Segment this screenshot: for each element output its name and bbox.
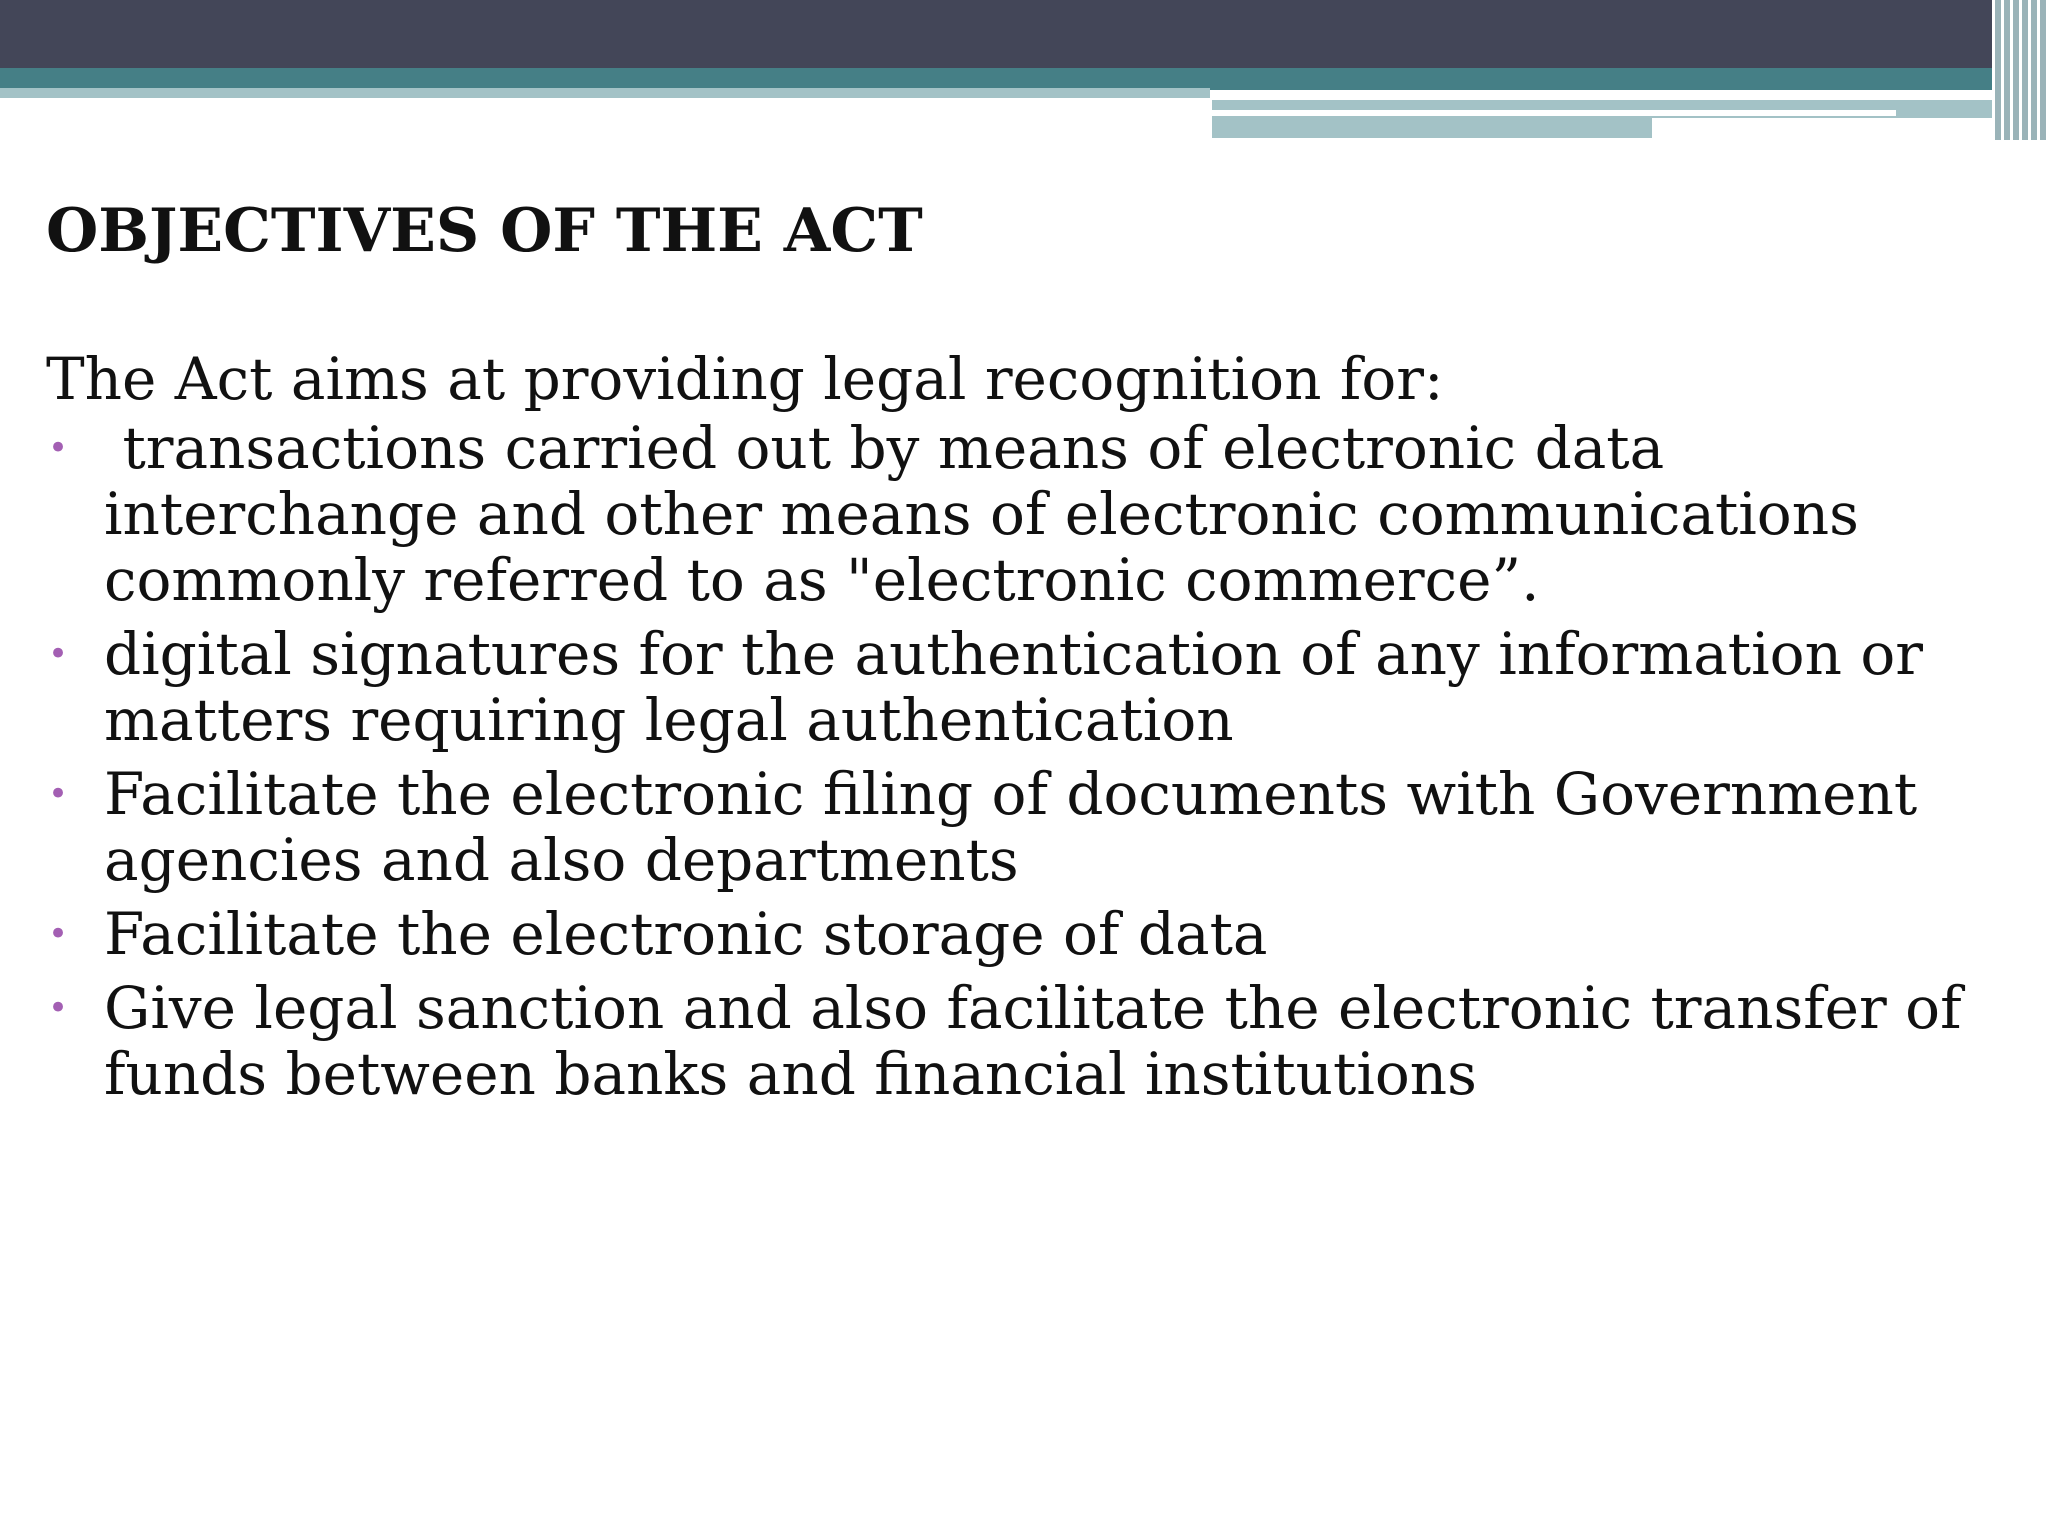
bullet-text: transactions carried out by means of electronic data interchange and other means of electronic communications commonly referred to as "electronic commerce”.: [104, 414, 1878, 614]
header-band-dark: [0, 0, 2048, 68]
bullet-item: [46, 761, 2006, 893]
bullet-item: [46, 415, 2006, 613]
bullet-text: Facilitate the electronic filing of documents with Government agencies and also departments: [104, 760, 1918, 894]
bullet-text: Give legal sanction and also facilitate the electronic transfer of funds between banks and financial institutions: [104, 974, 1962, 1108]
header-stripes: [1992, 0, 2048, 140]
header-band-white-line: [1212, 110, 1896, 116]
header-band-light-left: [0, 88, 1210, 98]
bullet-list: [46, 415, 2006, 1107]
bullet-icon: •: [48, 428, 69, 468]
slide-title: OBJECTIVES OF THE ACT: [46, 196, 923, 266]
bullet-icon: •: [48, 774, 69, 814]
header-band-light-right-lower: [1212, 118, 1652, 138]
bullet-item: [46, 975, 2006, 1107]
bullet-icon: •: [48, 988, 69, 1028]
header-band-teal: [0, 68, 2048, 90]
slide-intro: The Act aims at providing legal recognition for:: [46, 345, 1444, 413]
bullet-item: [46, 901, 2006, 967]
bullet-icon: •: [48, 634, 69, 674]
slide-content: [46, 196, 2006, 1115]
bullet-item: [46, 621, 2006, 753]
bullet-icon: •: [48, 914, 69, 954]
bullet-text: digital signatures for the authentication of any information or matters requiring legal authentication: [104, 620, 1924, 754]
bullet-text: Facilitate the electronic storage of data: [104, 900, 1268, 968]
